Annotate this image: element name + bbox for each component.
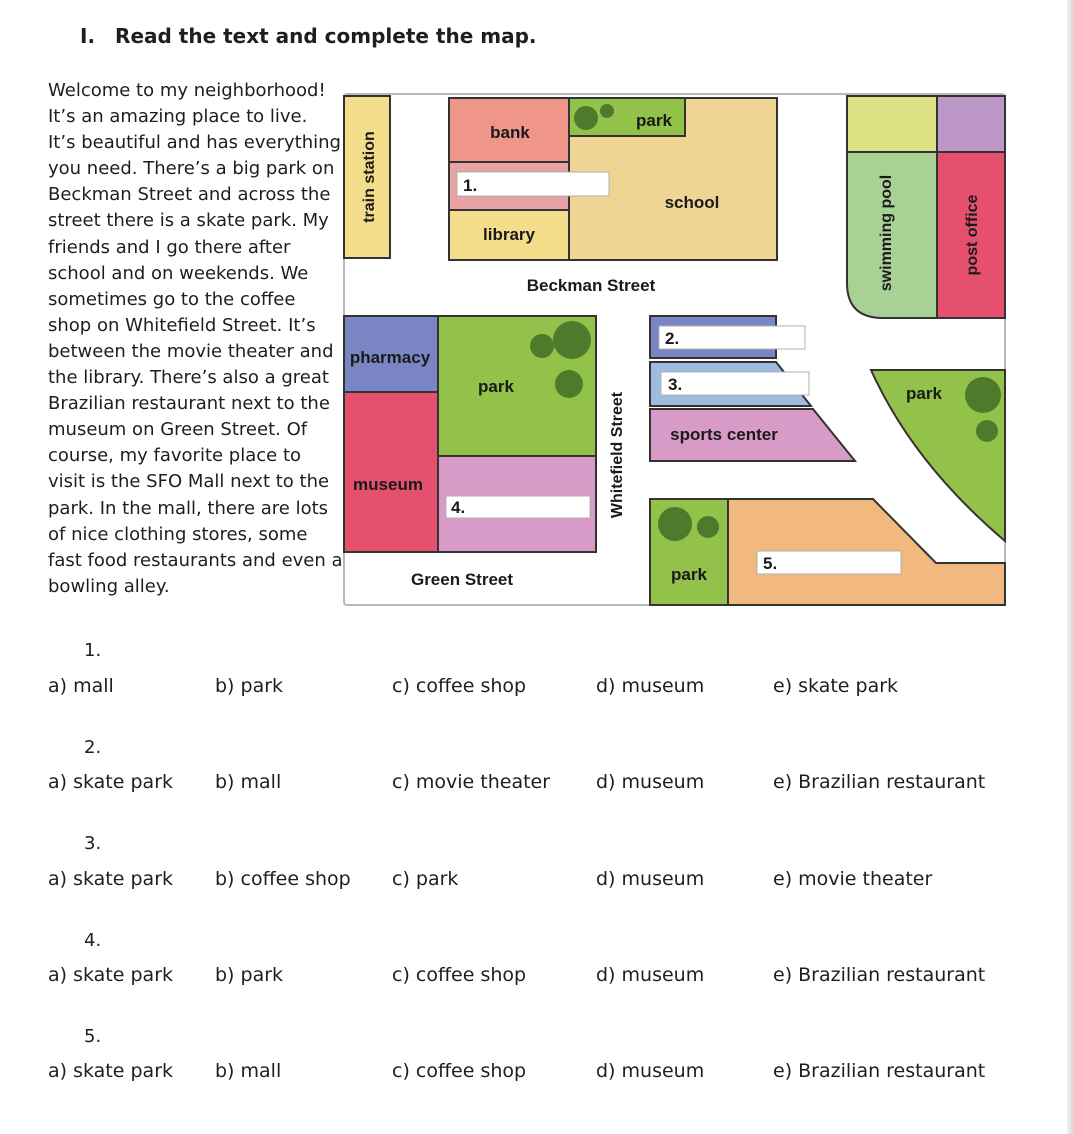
answer-box-5 bbox=[757, 551, 901, 574]
answer-box-3-number: 3. bbox=[668, 375, 683, 394]
question-number: 4. bbox=[84, 930, 102, 951]
text-line: fast food restaurants and even a bbox=[48, 549, 343, 571]
heading-text: Read the text and complete the map. bbox=[115, 24, 537, 48]
answer-box-4-number: 4. bbox=[451, 498, 466, 517]
school-label: school bbox=[664, 193, 720, 212]
pharmacy-label: pharmacy bbox=[349, 348, 431, 367]
text-line: of nice clothing stores, some bbox=[48, 523, 308, 545]
exercise-heading bbox=[80, 24, 537, 48]
beckman-street-label: Beckman Street bbox=[526, 276, 656, 295]
text-line: Welcome to my neighborhood! bbox=[48, 80, 326, 101]
option-d[interactable]: d) museum bbox=[596, 868, 705, 890]
option-c[interactable]: c) coffee shop bbox=[392, 964, 527, 986]
purple-block bbox=[937, 96, 1005, 152]
tree-icon bbox=[658, 507, 692, 541]
option-d[interactable]: d) museum bbox=[596, 964, 705, 986]
heading-number: I. bbox=[80, 24, 96, 48]
swimming-pool-label: swimming pool bbox=[878, 174, 895, 292]
tree-icon bbox=[555, 370, 583, 398]
answer-box-4 bbox=[446, 496, 590, 518]
option-a[interactable]: a) skate park bbox=[48, 771, 174, 793]
text-line: friends and I go there after bbox=[48, 236, 291, 258]
option-a[interactable]: a) mall bbox=[48, 675, 114, 697]
text-line: you need. There’s a big park on bbox=[48, 158, 335, 180]
option-b[interactable]: b) mall bbox=[215, 1060, 282, 1082]
tree-icon bbox=[697, 516, 719, 538]
option-d[interactable]: d) museum bbox=[596, 1060, 705, 1082]
answer-box-2-number: 2. bbox=[665, 329, 680, 348]
tree-icon bbox=[965, 377, 1001, 413]
tree-icon bbox=[530, 334, 554, 358]
option-e[interactable]: e) skate park bbox=[773, 675, 899, 697]
tree-icon bbox=[553, 321, 591, 359]
option-e[interactable]: e) movie theater bbox=[773, 868, 933, 890]
sports-center-label: sports center bbox=[670, 425, 778, 444]
option-b[interactable]: b) coffee shop bbox=[215, 868, 351, 890]
option-c[interactable]: c) coffee shop bbox=[392, 1060, 527, 1082]
question-number: 1. bbox=[84, 640, 102, 661]
train-station-label: train station bbox=[361, 131, 378, 223]
text-line: visit is the SFO Mall next to the bbox=[48, 471, 330, 493]
question-number: 5. bbox=[84, 1026, 102, 1047]
option-e[interactable]: e) Brazilian restaurant bbox=[773, 1060, 986, 1082]
answer-box-1-number: 1. bbox=[463, 176, 478, 195]
museum-label: museum bbox=[353, 475, 423, 494]
question-number: 3. bbox=[84, 833, 102, 854]
option-b[interactable]: b) mall bbox=[215, 771, 282, 793]
text-line: between the movie theater and bbox=[48, 340, 334, 362]
right-park-label: park bbox=[906, 384, 942, 403]
text-line: the library. There’s also a great bbox=[48, 367, 329, 389]
option-b[interactable]: b) park bbox=[215, 964, 284, 986]
answer-box-5-number: 5. bbox=[763, 554, 778, 573]
option-c[interactable]: c) park bbox=[392, 868, 459, 890]
tree-icon bbox=[600, 104, 614, 118]
answer-box-2 bbox=[659, 326, 805, 349]
text-line: park. In the mall, there are lots bbox=[48, 497, 329, 519]
tree-icon bbox=[574, 106, 598, 130]
option-e[interactable]: e) Brazilian restaurant bbox=[773, 771, 986, 793]
option-c[interactable]: c) movie theater bbox=[392, 771, 551, 793]
tree-icon bbox=[976, 420, 998, 442]
option-a[interactable]: a) skate park bbox=[48, 1060, 174, 1082]
option-a[interactable]: a) skate park bbox=[48, 964, 174, 986]
text-line: Brazilian restaurant next to the bbox=[48, 393, 330, 415]
question-number: 2. bbox=[84, 737, 102, 758]
text-line: Beckman Street and across the bbox=[48, 184, 331, 206]
whitefield-street-label: Whitefield Street bbox=[609, 391, 626, 519]
text-line: course, my favorite place to bbox=[48, 445, 302, 467]
option-e[interactable]: e) Brazilian restaurant bbox=[773, 964, 986, 986]
bank-label: bank bbox=[490, 123, 530, 142]
text-line: museum on Green Street. Of bbox=[48, 419, 308, 441]
answer-box-1 bbox=[457, 172, 609, 196]
text-line: sometimes go to the coffee bbox=[48, 288, 296, 310]
text-line: shop on Whitefield Street. It’s bbox=[48, 314, 316, 336]
top-park-label: park bbox=[636, 111, 672, 130]
reading-text bbox=[48, 78, 348, 600]
green-yellow-block bbox=[847, 96, 937, 152]
text-line: school and on weekends. We bbox=[48, 262, 309, 284]
text-line: street there is a skate park. My bbox=[48, 210, 329, 232]
museum-block bbox=[344, 392, 438, 552]
option-d[interactable]: d) museum bbox=[596, 675, 705, 697]
option-b[interactable]: b) park bbox=[215, 675, 284, 697]
option-a[interactable]: a) skate park bbox=[48, 868, 174, 890]
answer-box-3 bbox=[661, 372, 809, 395]
page-edge bbox=[1067, 0, 1073, 1134]
text-line: It’s beautiful and has everything bbox=[48, 132, 341, 154]
neighborhood-map bbox=[343, 93, 1007, 607]
option-d[interactable]: d) museum bbox=[596, 771, 705, 793]
text-line: It’s an amazing place to live. bbox=[48, 106, 308, 128]
green-street-label: Green Street bbox=[410, 570, 514, 589]
post-office-label: post office bbox=[964, 194, 981, 276]
library-label: library bbox=[483, 225, 535, 244]
bottom-park-label: park bbox=[671, 565, 707, 584]
option-c[interactable]: c) coffee shop bbox=[392, 675, 527, 697]
middle-park-label: park bbox=[478, 377, 514, 396]
text-line: bowling alley. bbox=[48, 575, 170, 597]
